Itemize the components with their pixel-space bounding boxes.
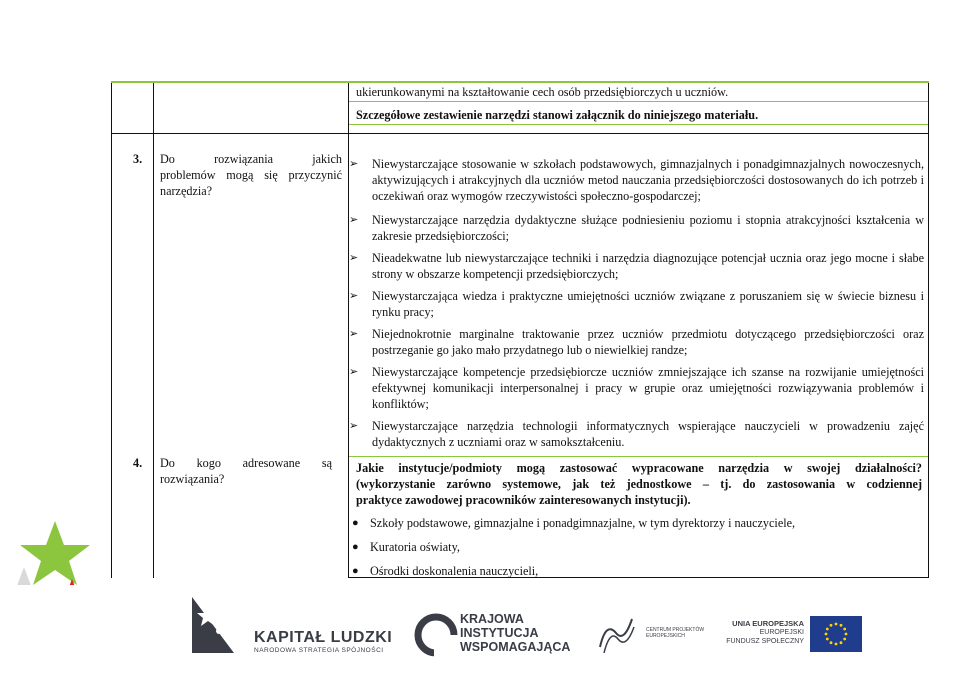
problem-item [349, 364, 924, 412]
ue-line2: EUROPEJSKI [759, 629, 804, 636]
green-top-rule [111, 81, 929, 83]
problem-text: Niejednokrotnie marginalne traktowanie przez uczniów przedmiotu dotyczącego przedsiębiorczości oraz postrzeganie go jako mało przydatnego lub o niewielkiej randze; [372, 327, 924, 357]
kiw-line3: WSPOMAGAJĄCA [460, 640, 571, 654]
row3-question-line2: problemów mogą się przyczynić [160, 168, 342, 182]
eu-flag-icon [810, 616, 862, 652]
green-cell-rule-1 [349, 101, 928, 102]
green-cell-rule-2 [349, 124, 928, 125]
table-row-divider [111, 133, 929, 134]
row3-question-line3: narzędzia? [160, 184, 213, 198]
table-col-divider-1 [153, 82, 154, 578]
row3-question-line1: Do rozwiązania jakich [160, 152, 342, 166]
problem-item [349, 250, 924, 282]
problem-text: Niewystarczająca wiedza i praktyczne umiejętności uczniów związane z poruszaniem się w świecie biznesu i rynku pracy; [372, 289, 924, 319]
row4-question-line2: rozwiązania? [160, 472, 225, 486]
recipient-item [352, 563, 922, 579]
green-cell-rule-3 [349, 456, 928, 457]
problem-item [349, 212, 924, 244]
cpe-line1: CENTRUM PROJEKTÓW [646, 627, 705, 633]
problem-text: Niewystarczające kompetencje przedsiębiorcze uczniów zmniejszające ich szanse na rozwijanie umiejętności efektywnej komunikacji interpersonalnej i pracy w grupie oraz umiejętności rozwiązywania problemów i konfliktów; [372, 365, 924, 411]
problem-text: Niewystarczające stosowanie w szkołach podstawowych, gimnazjalnych i ponadgimnazjalnych nowoczesnych, aktywizujących i atrakcyjnych dla uczniów metod nauczania przedsiębiorczości dostosowanych do ich potrzeb i oczekiwań oraz wymogów rzeczywistości społeczno-gospodarczej; [372, 157, 924, 203]
recipient-item [352, 515, 922, 531]
row4-question-line1: Do kogo adresowane są [160, 456, 332, 470]
arrow-bullet-icon: ➢ [349, 328, 359, 340]
recipient-text: Ośrodki doskonalenia nauczycieli, [370, 564, 539, 578]
attachment-note: Szczegółowe zestawienie narzędzi stanowi załącznik do niniejszego materiału. [356, 108, 759, 122]
bullet-dot-icon: ● [352, 565, 359, 577]
recipient-item [352, 539, 922, 555]
footer-logos [0, 585, 960, 679]
arrow-bullet-icon: ➢ [349, 290, 359, 302]
table-right-border [928, 82, 929, 578]
arrow-bullet-icon: ➢ [349, 252, 359, 264]
arrow-bullet-icon: ➢ [349, 214, 359, 226]
kiw-logo-icon [414, 613, 458, 657]
kiw-line2: INSTYTUCJA [460, 626, 539, 640]
arrow-bullet-icon: ➢ [349, 158, 359, 170]
row-number-3: 3. [133, 152, 143, 166]
problem-item [349, 326, 924, 358]
kl-title: KAPITAŁ LUDZKI [254, 629, 393, 646]
cpe-logo-icon [594, 613, 638, 657]
problem-item [349, 418, 924, 450]
table-left-border [111, 82, 112, 578]
problem-item [349, 156, 924, 204]
ue-line1: UNIA EUROPEJSKA [732, 619, 804, 628]
row4-intro-line1: Jakie instytucje/podmioty mogą zastosować wypracowane narzędzia w swojej działalności? [356, 461, 922, 475]
cpe-line2: EUROPEJSKICH [646, 633, 685, 639]
arrow-bullet-icon: ➢ [349, 366, 359, 378]
row-number-4: 4. [133, 456, 143, 470]
kiw-line1: KRAJOWA [460, 612, 524, 626]
row4-intro-line3: praktyce zawodowej pracowników zainteresowanych instytucji). [356, 493, 691, 507]
recipient-text: Szkoły podstawowe, gimnazjalne i ponadgimnazjalne, w tym dyrektorzy i nauczyciele, [370, 516, 796, 530]
kl-subtitle: NARODOWA STRATEGIA SPÓJNOŚCI [254, 647, 384, 654]
continuation-text: ukierunkowanymi na kształtowanie cech osób przedsiębiorczych u uczniów. [356, 85, 729, 99]
problem-text: Niewystarczające narzędzia technologii informatycznych wspierające nauczycieli w prowadzeniu zajęć dydaktycznych z uczniami oraz w samokształceniu. [372, 419, 924, 449]
problem-text: Nieadekwatne lub niewystarczające techniki i narzędzia diagnozujące potencjał ucznia oraz jego mocne i słabe strony w obszarze kompetencji przedsiębiorczych; [372, 251, 924, 281]
kapital-ludzki-logo-icon [186, 587, 240, 657]
problem-text: Niewystarczające narzędzia dydaktyczne służące podniesieniu poziomu i stopnia atrakcyjności kształcenia w zakresie przedsiębiorczości; [372, 213, 924, 243]
bullet-dot-icon: ● [352, 541, 359, 553]
bullet-dot-icon: ● [352, 517, 359, 529]
recipient-text: Kuratoria oświaty, [370, 540, 460, 554]
problem-item [349, 288, 924, 320]
green-star-shape [20, 521, 90, 585]
arrow-bullet-icon: ➢ [349, 420, 359, 432]
ue-line3: FUNDUSZ SPOŁECZNY [726, 638, 804, 645]
row4-intro-line2: (wykorzystanie zarówno systemowe, jak też jednostkowe – tj. do zastosowania w codziennej [356, 477, 922, 491]
